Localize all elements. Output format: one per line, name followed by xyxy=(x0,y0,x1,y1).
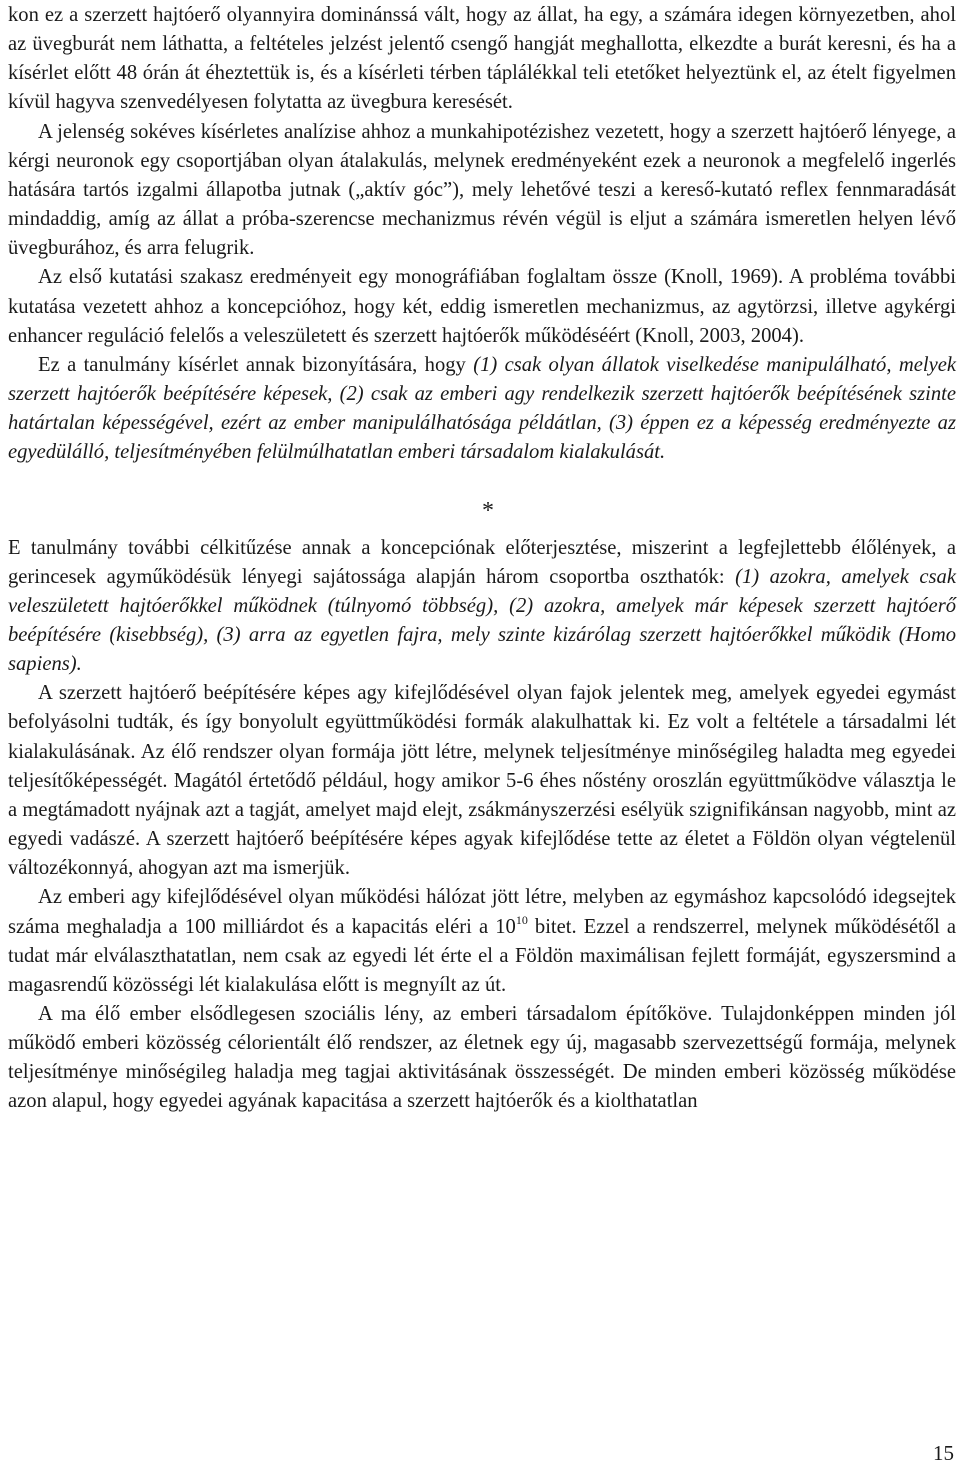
thesis-italic-text: (1) csak olyan állatok viselkedése manipulálható, melyek szerzett hajtóerők beépítésére képesek, (2) csak az emberi agy rendelkezik szerzett hajtóerők beépítésének szinte határtalan képességével, ezért az ember manipulálhatósága példátlan, (3) éppen ez a képesség eredményezte az egyedülálló, teljesítményében felülmúlhatatlan emberi társadalom kialakulását. xyxy=(8,353,956,464)
paragraph-classification xyxy=(8,534,956,680)
classification-italic-text: (1) azokra, amelyek csak veleszületett hajtóerőkkel működnek (túlnyomó többség), (2) azokra, amelyek már képesek szerzett hajtóerő beépítésére (kisebbség), (3) arra az egyetlen fajra, mely szinte kizárólag szerzett hajtóerőkkel működik (Homo sapiens). xyxy=(8,565,956,676)
thesis-lead-text: Ez a tanulmány kísérlet annak bizonyítására, hogy xyxy=(38,353,474,376)
paragraph-human-brain xyxy=(8,883,956,1000)
page-body xyxy=(8,1,956,1117)
paragraph-monograph: Az első kutatási szakasz eredményeit egy monográfiában foglaltam össze (Knoll, 1969). A probléma további kutatása vezetett ahhoz a koncepcióhoz, hogy két, eddig ismeretlen mechanizmus, az agytörzsi, illetve agykérgi enhancer reguláció felelős a veleszületett és szerzett hajtóerők működéséért (Knoll, 2003, 2004). xyxy=(8,266,956,347)
human-brain-tail-text: bitet. Ezzel a rendszerrel, melynek működésétől a tudat már elválaszthatatlan, nem csak az egyedi lét érte el a Földön maximálisan fejlett formáját, egyszersmind a magasrendű közösségi lét kialakulása előtt is megnyílt az út. xyxy=(8,915,957,996)
paragraph-continued: kon ez a szerzett hajtóerő olyannyira dominánssá vált, hogy az állat, ha egy, a számára idegen környezetben, ahol az üvegburát nem láthatta, a feltételes jelzést jelentő csengő hangját meghallotta, elkezdte a burát keresni, és ha a kísérlet előtt 48 órán át éheztettük is, és a kísérleti térben táplálékkal teli etetőket helyeztünk el, az ételt figyelmen kívül hagyva szenvedélyesen folytatta az üvegbura keresését. xyxy=(8,4,956,114)
paragraph-hypothesis: A jelenség sokéves kísérletes analízise ahhoz a munkahipotézishez vezetett, hogy a szerzett hajtóerő lényege, a kérgi neuronok egy csoportjában olyan átalakulás, melynek eredményeként ezek a neuronok a megfelelő ingerlés hatására tartós izgalmi állapotba jutnak („aktív góc”), mely lehetővé teszi a kereső-kutató reflex fennmaradását mindaddig, amíg az állat a próba-szerencse mechanizmus révén végül is eljut a számára ismeretlen helyen lévő üvegburához, és arra felugrik. xyxy=(8,120,956,260)
human-brain-lead-text: Az emberi agy kifejlődésével olyan működési hálózat jött létre, melyben az egymáshoz kapcsolódó idegsejtek száma meghaladja a 100 milliárdot és a kapacitás eléri a 10 xyxy=(8,886,956,938)
exponent-superscript: 10 xyxy=(515,912,528,927)
paragraph-social-being: A ma élő ember elsődlegesen szociális lény, az emberi társadalom építőköve. Tulajdonképpen minden jól működő emberi közösség célorientált élő rendszer, az életnek egy új, magasabb szervezettségű formája, melynek teljesítménye minőségileg haladja meg tagjai aktivitásának összességét. De minden emberi közösség működése azon alapul, hogy egyedei agyának kapacitása a szerzett hajtóerők és a kiolthatatlan xyxy=(8,1003,956,1113)
paragraph-cooperation: A szerzett hajtóerő beépítésére képes agy kifejlődésével olyan fajok jelentek meg, amelyek egyedei egymást befolyásolni tudták, és így bonyolult együttműködési formák alakulhattak ki. Ez volt a feltétele a társadalmi lét kialakulásának. Az élő rendszer olyan formája jött létre, melynek teljesítménye minőségileg haladta meg egyedei teljesítőképességét. Magától értetődő például, hogy amikor 5-6 éhes nőstény oroszlán együttműködve választja le a megtámadott nyájnak azt a tagját, amelyet majd elejt, zsákmányszerzési esélyük szignifikánsan nagyobb, mint az egyedi vadászé. A szerzett hajtóerő beépítésére képes agyak kifejlődése tette az életet a Földön olyan végtelenül változékonnyá, ahogyan azt ma ismerjük. xyxy=(8,682,956,880)
section-separator-asterisk: * xyxy=(482,497,494,524)
page-number: 15 xyxy=(933,1441,954,1465)
paragraph-thesis xyxy=(8,351,956,468)
classification-lead-text: E tanulmány további célkitűzése annak a koncepciónak előterjesztése, miszerint a legfejlettebb élőlények, a gerincesek agyműködésük lényegi sajátossága alapján három csoportba oszthatók: xyxy=(8,536,956,588)
